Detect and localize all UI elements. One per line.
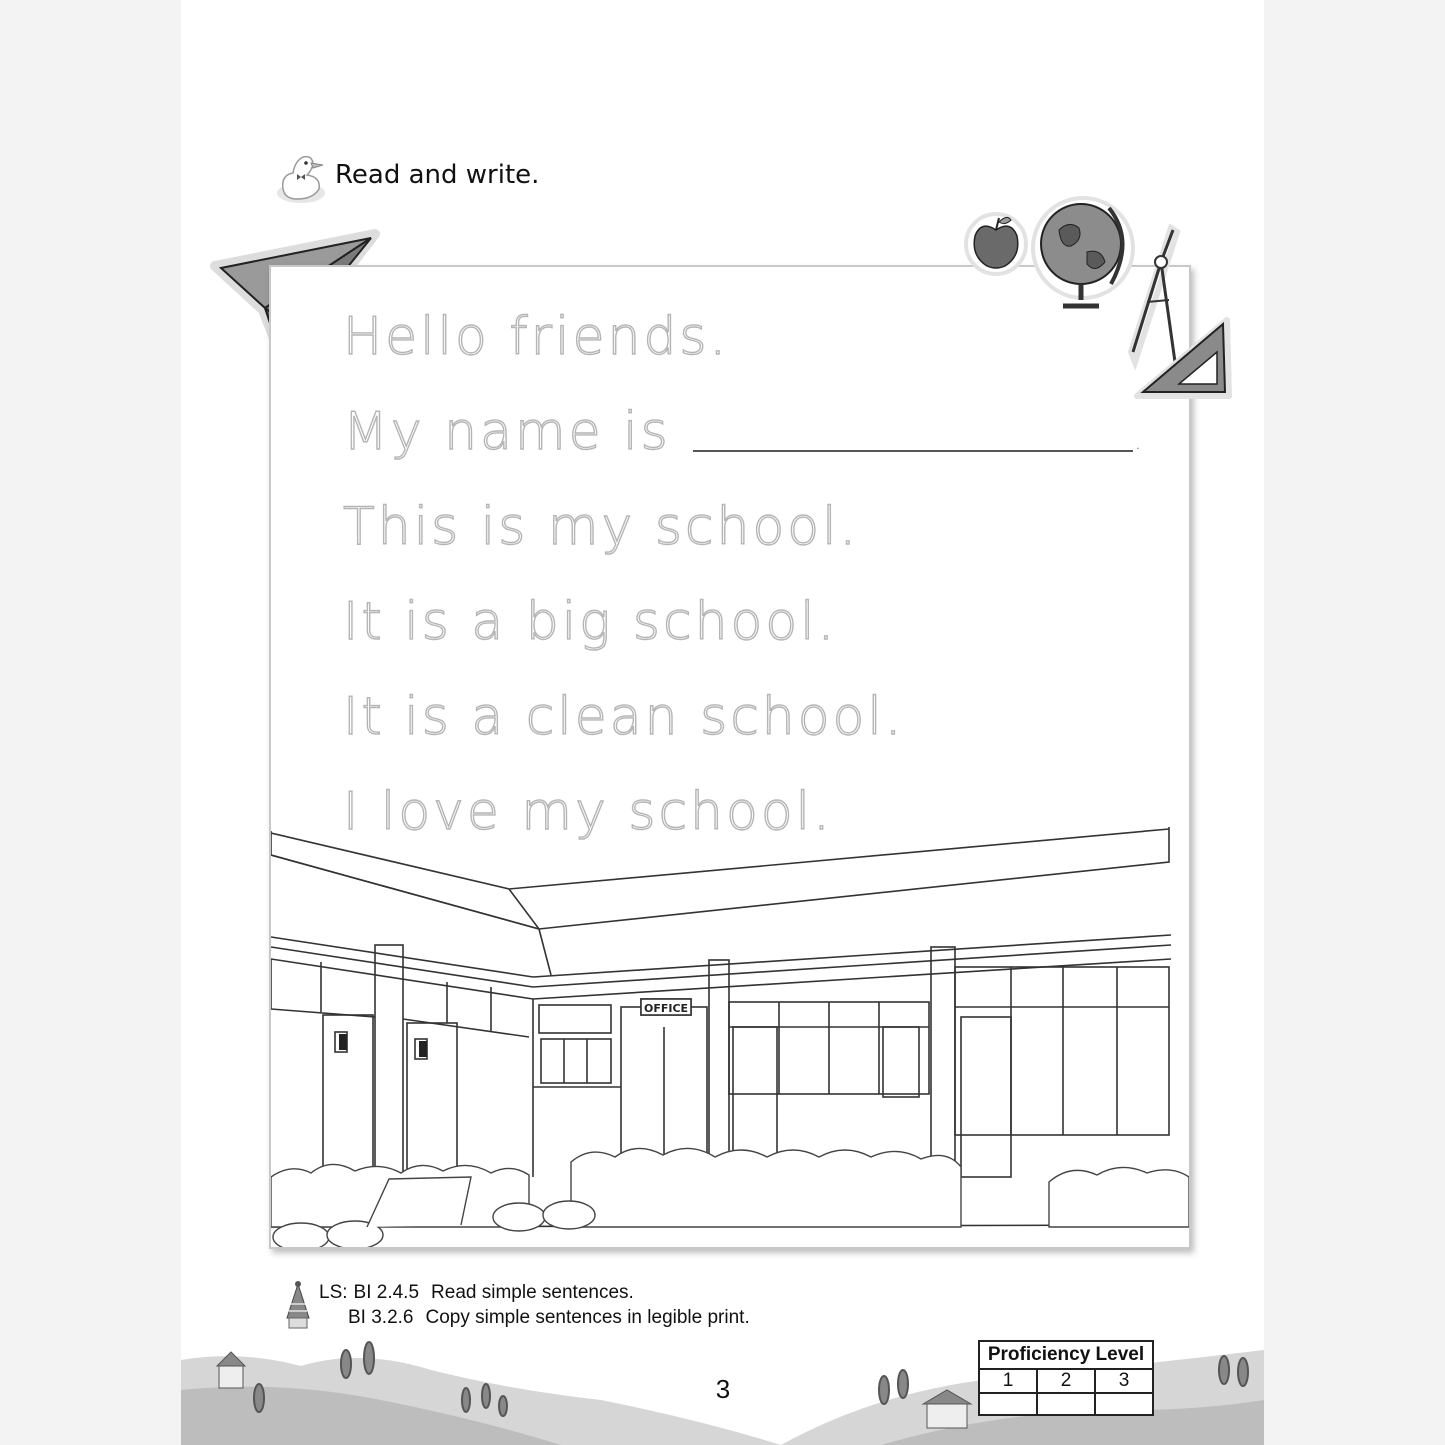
trace-line-1: Hello friends. bbox=[343, 307, 730, 367]
trace-line-4: It is a big school. bbox=[343, 592, 838, 652]
office-sign: OFFICE bbox=[643, 1002, 689, 1015]
set-square-icon bbox=[1131, 312, 1235, 402]
learning-standards bbox=[319, 1280, 750, 1330]
worksheet-page bbox=[181, 0, 1264, 1445]
proficiency-level-table bbox=[978, 1340, 1154, 1416]
ls-label: LS: bbox=[319, 1282, 348, 1303]
trace-line-6: I love my school. bbox=[343, 782, 833, 842]
proficiency-level-1: 1 bbox=[979, 1369, 1037, 1393]
clown-hat-icon bbox=[285, 1280, 311, 1330]
apple-icon bbox=[961, 206, 1031, 276]
proficiency-mark-1[interactable] bbox=[979, 1393, 1037, 1415]
proficiency-mark-3[interactable] bbox=[1095, 1393, 1153, 1415]
female-toilet-icon bbox=[419, 1041, 427, 1057]
trace-line-3: This is my school. bbox=[343, 497, 860, 557]
ls-code-2: BI 3.2.6 bbox=[348, 1307, 414, 1328]
page-number: 3 bbox=[715, 1374, 731, 1404]
proficiency-title: Proficiency Level bbox=[979, 1341, 1153, 1369]
trace-line-5: It is a clean school. bbox=[343, 687, 905, 747]
male-toilet-icon bbox=[339, 1034, 347, 1050]
ls-text-1: Read simple sentences. bbox=[431, 1282, 634, 1303]
ls-text-2: Copy simple sentences in legible print. bbox=[425, 1307, 750, 1328]
duck-icon bbox=[273, 143, 329, 207]
proficiency-level-3: 3 bbox=[1095, 1369, 1153, 1393]
instruction-text: Read and write. bbox=[335, 160, 540, 190]
school-illustration bbox=[271, 827, 1189, 1247]
writing-card bbox=[269, 265, 1191, 1249]
proficiency-mark-2[interactable] bbox=[1037, 1393, 1095, 1415]
name-blank[interactable] bbox=[693, 450, 1133, 452]
trace-line-2: My name is . bbox=[343, 402, 1145, 462]
ls-code-1: BI 2.4.5 bbox=[353, 1282, 420, 1303]
proficiency-level-2: 2 bbox=[1037, 1369, 1095, 1393]
instruction bbox=[273, 140, 539, 210]
